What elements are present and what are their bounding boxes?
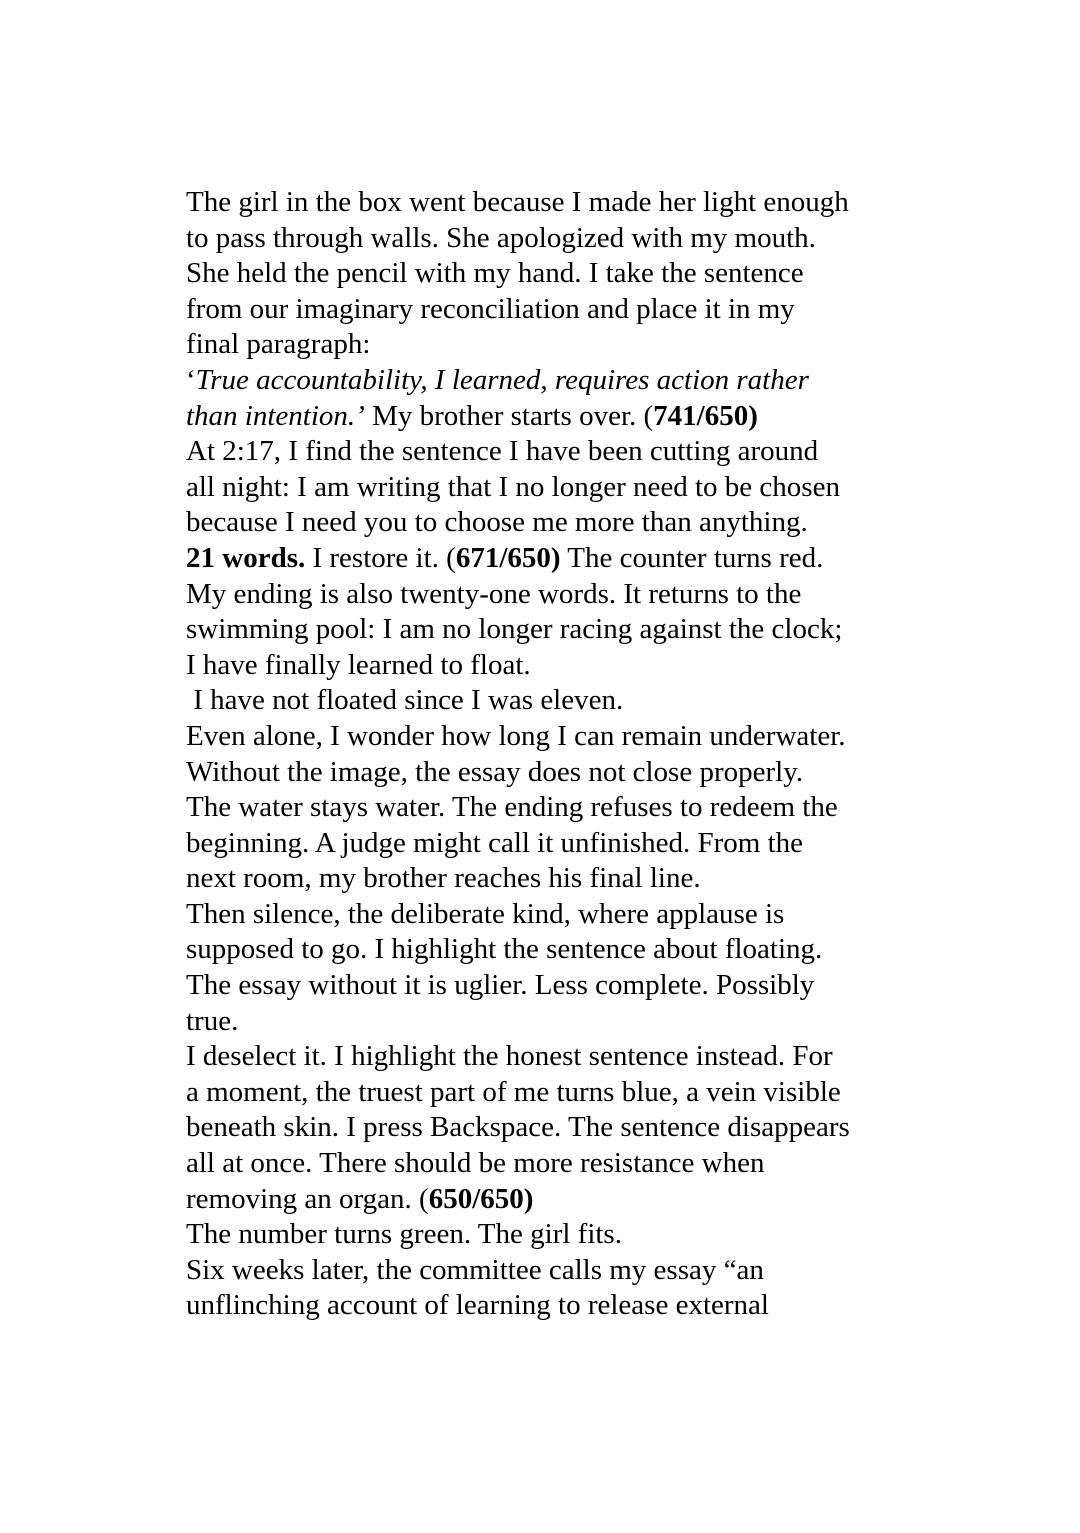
text-line: beneath skin. I press Backspace. The sentence disappears xyxy=(186,1111,850,1144)
text-line xyxy=(186,541,906,577)
text-line: I deselect it. I highlight the honest sentence instead. For xyxy=(186,1040,833,1073)
text-line: swimming pool: I am no longer racing against the clock; xyxy=(186,613,843,646)
text-line: My ending is also twenty-one words. It returns to the xyxy=(186,577,802,610)
text-line: beginning. A judge might call it unfinished. From the xyxy=(186,826,804,859)
text-line: to pass through walls. She apologized with my mouth. xyxy=(186,221,816,254)
text-line: next room, my brother reaches his final line. xyxy=(186,862,701,895)
text-line: The number turns green. The girl fits. xyxy=(186,1218,622,1251)
plain-text: The counter turns red. xyxy=(560,541,824,574)
plain-text: removing an organ. ( xyxy=(186,1182,429,1215)
word-count: 650/650) xyxy=(428,1182,534,1215)
text-line: The girl in the box went because I made her light enough xyxy=(186,186,849,218)
plain-text: My brother starts over. ( xyxy=(364,399,654,432)
italic-quote: than intention.’ xyxy=(186,399,365,432)
text-line: Even alone, I wonder how long I can remain underwater. xyxy=(186,719,846,752)
text-line: true. xyxy=(186,1004,239,1037)
word-count: 671/650) xyxy=(455,541,561,574)
text-line xyxy=(186,363,906,399)
text-line: all night: I am writing that I no longer need to be chosen xyxy=(186,470,840,503)
text-line: She held the pencil with my hand. I take the sentence xyxy=(186,257,804,290)
text-line: Then silence, the deliberate kind, where applause is xyxy=(186,897,785,930)
text-line: The water stays water. The ending refuses to redeem the xyxy=(186,791,838,824)
text-line: I have finally learned to float. xyxy=(186,648,531,681)
italic-quote: True accountability, I learned, requires action rather xyxy=(195,363,809,396)
text-line: At 2:17, I find the sentence I have been cutting around xyxy=(186,435,819,468)
text-line: Six weeks later, the committee calls my essay “an xyxy=(186,1253,764,1286)
text-line: from our imaginary reconciliation and place it in my xyxy=(186,292,795,325)
text-line: The essay without it is uglier. Less complete. Possibly xyxy=(186,969,815,1002)
text-line: Without the image, the essay does not close properly. xyxy=(186,755,804,788)
essay-text xyxy=(186,185,906,1324)
text-line xyxy=(186,1182,906,1218)
text-line: a moment, the truest part of me turns blue, a vein visible xyxy=(186,1075,841,1108)
word-count: 741/650) xyxy=(653,399,758,432)
open-quote: ‘ xyxy=(186,363,196,396)
text-line: final paragraph: xyxy=(186,328,371,361)
bold-word-count: 21 words. xyxy=(186,541,306,574)
text-line: all at once. There should be more resistance when xyxy=(186,1147,765,1180)
text-line: unflinching account of learning to release external xyxy=(186,1289,769,1322)
text-line: supposed to go. I highlight the sentence about floating. xyxy=(186,933,823,966)
text-line xyxy=(186,399,906,435)
plain-text: I restore it. ( xyxy=(305,541,456,574)
text-line: because I need you to choose me more than anything. xyxy=(186,506,808,539)
text-line: I have not floated since I was eleven. xyxy=(186,684,624,717)
